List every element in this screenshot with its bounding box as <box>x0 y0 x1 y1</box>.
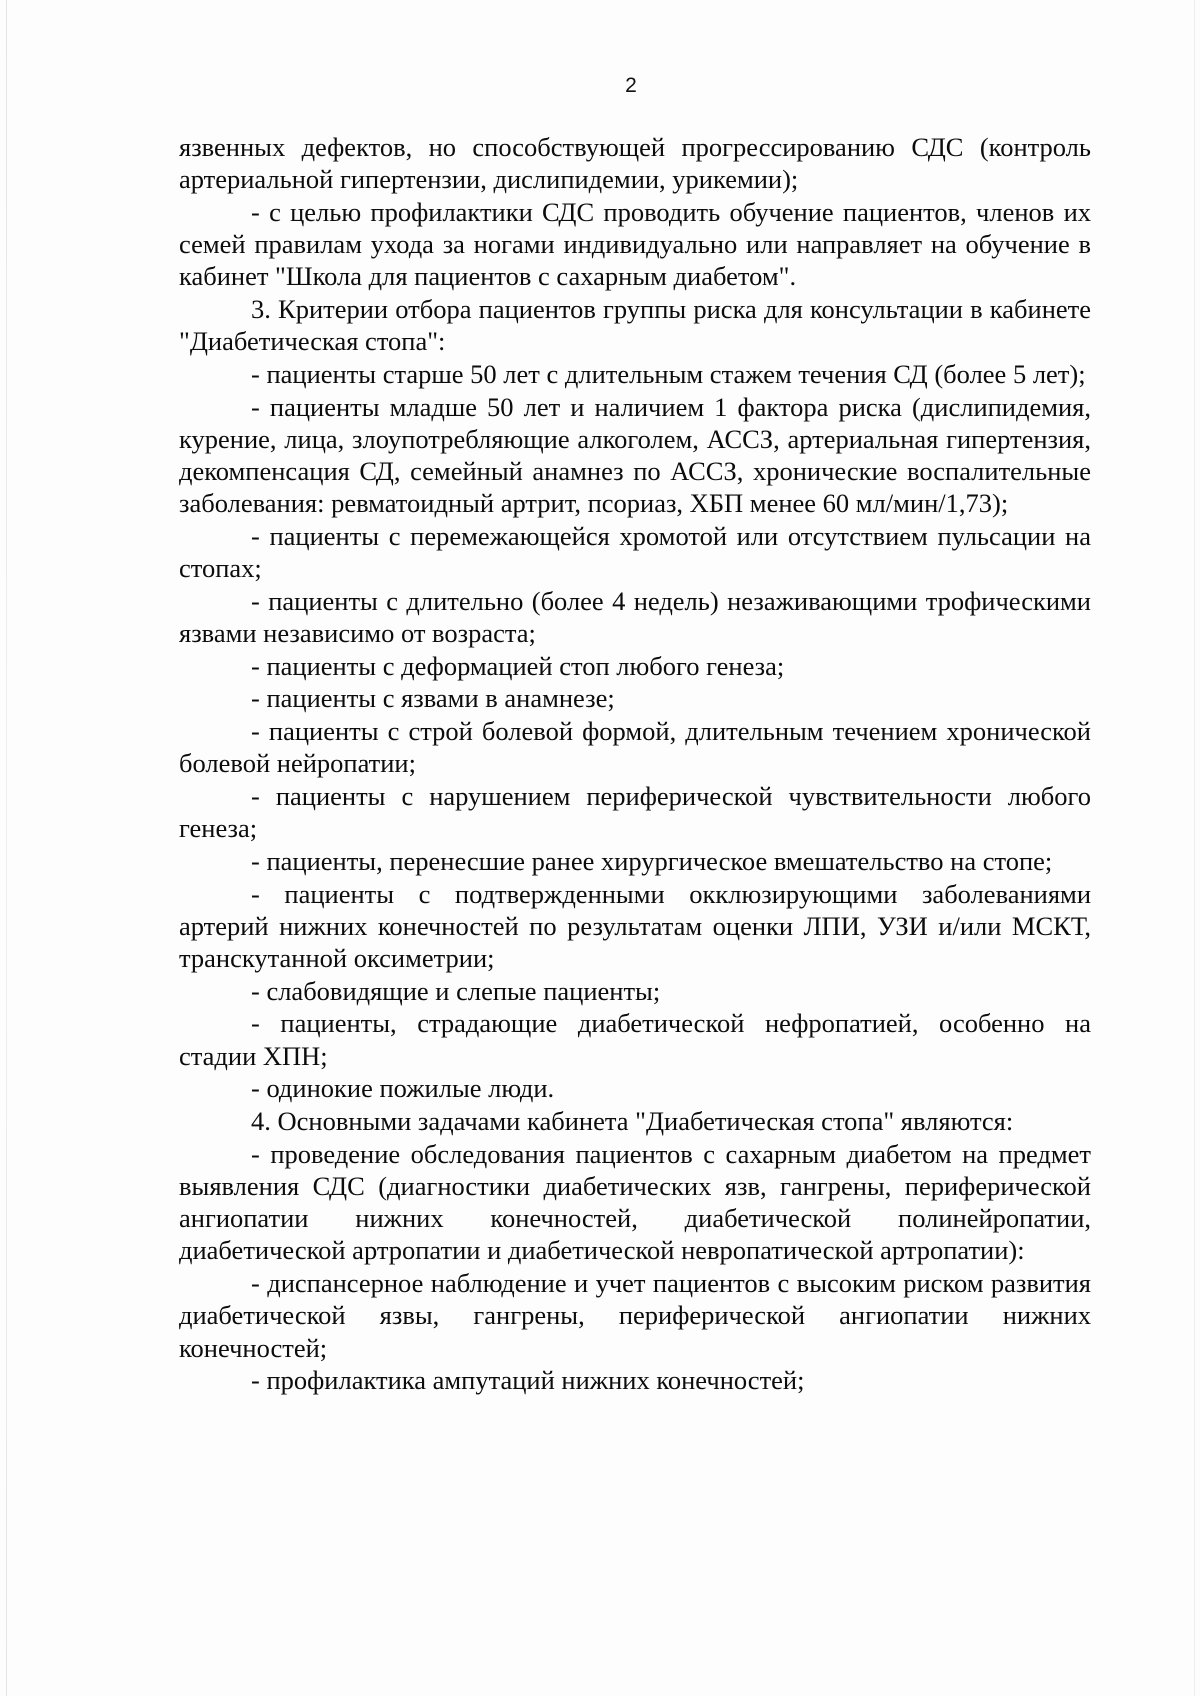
list-item: - пациенты с длительно (более 4 недель) незаживающими трофическими язвами независимо от возраста; <box>179 585 1091 649</box>
list-item: - пациенты старше 50 лет с длительным стажем течения СД (более 5 лет); <box>251 358 1086 389</box>
list-item: - пациенты с язвами в анамнезе; <box>251 683 615 714</box>
list-item: - пациенты младше 50 лет и наличием 1 фактора риска (дислипидемия, курение, лица, злоупотребляющие алкоголем, АССЗ, артериальная гипертензия, декомпенсация СД, семейный анамнез по АССЗ, хронические воспалительные заболевания: ревматоидный артрит, псориаз, ХБП менее 60 мл/мин/1,73); <box>179 391 1091 519</box>
section-heading-4: 4. Основными задачами кабинета "Диабетическая стопа" являются: <box>251 1106 1014 1137</box>
page-number: 2 <box>625 74 637 97</box>
list-item: - профилактика ампутаций нижних конечностей; <box>251 1365 805 1396</box>
paragraph: - с целью профилактики СДС проводить обучение пациентов, членов их семей правилам ухода за ногами индивидуально или направляет на обучение в кабинет "Школа для пациентов с сахарным диабетом". <box>179 196 1091 292</box>
list-item: - пациенты, перенесшие ранее хирургическое вмешательство на стопе; <box>251 845 1053 876</box>
section-heading-3: 3. Критерии отбора пациентов группы риска для консультации в кабинете "Диабетическая стопа": <box>179 294 1091 357</box>
list-item: - проведение обследования пациентов с сахарным диабетом на предмет выявления СДС (диагностики диабетических язв, гангрены, периферической ангиопатии нижних конечностей, диабетической полинейропатии, диабетической артропатии и диабетической невропатической артропатии): <box>179 1138 1091 1266</box>
paragraph: язвенных дефектов, но способствующей прогрессированию СДС (контроль артериальной гипертензии, дислипидемии, урикемии); <box>179 132 1091 195</box>
list-item: - пациенты с нарушением периферической чувствительности любого генеза; <box>179 781 1091 844</box>
list-item: - диспансерное наблюдение и учет пациентов с высоким риском развития диабетической язвы, гангрены, периферической ангиопатии нижних конечностей; <box>179 1268 1091 1363</box>
scan-edge-left <box>6 0 7 1696</box>
list-item: - слабовидящие и слепые пациенты; <box>251 975 661 1006</box>
list-item: - одинокие пожилые люди. <box>251 1073 555 1104</box>
document-body <box>179 131 1091 1397</box>
list-item: - пациенты с деформацией стоп любого генеза; <box>251 650 785 681</box>
list-item: - пациенты с строй болевой формой, длительным течением хронической болевой нейропатии; <box>179 716 1091 779</box>
list-item: - пациенты с перемежающейся хромотой или отсутствием пульсации на стопах; <box>179 520 1091 584</box>
scan-edge-right <box>1194 0 1195 1696</box>
list-item: - пациенты с подтвержденными окклюзирующими заболеваниями артерий нижних конечностей по результатам оценки ЛПИ, УЗИ и/или МСКТ, транскутанной оксиметрии; <box>179 878 1091 974</box>
list-item: - пациенты, страдающие диабетической нефропатией, особенно на стадии ХПН; <box>179 1008 1091 1071</box>
